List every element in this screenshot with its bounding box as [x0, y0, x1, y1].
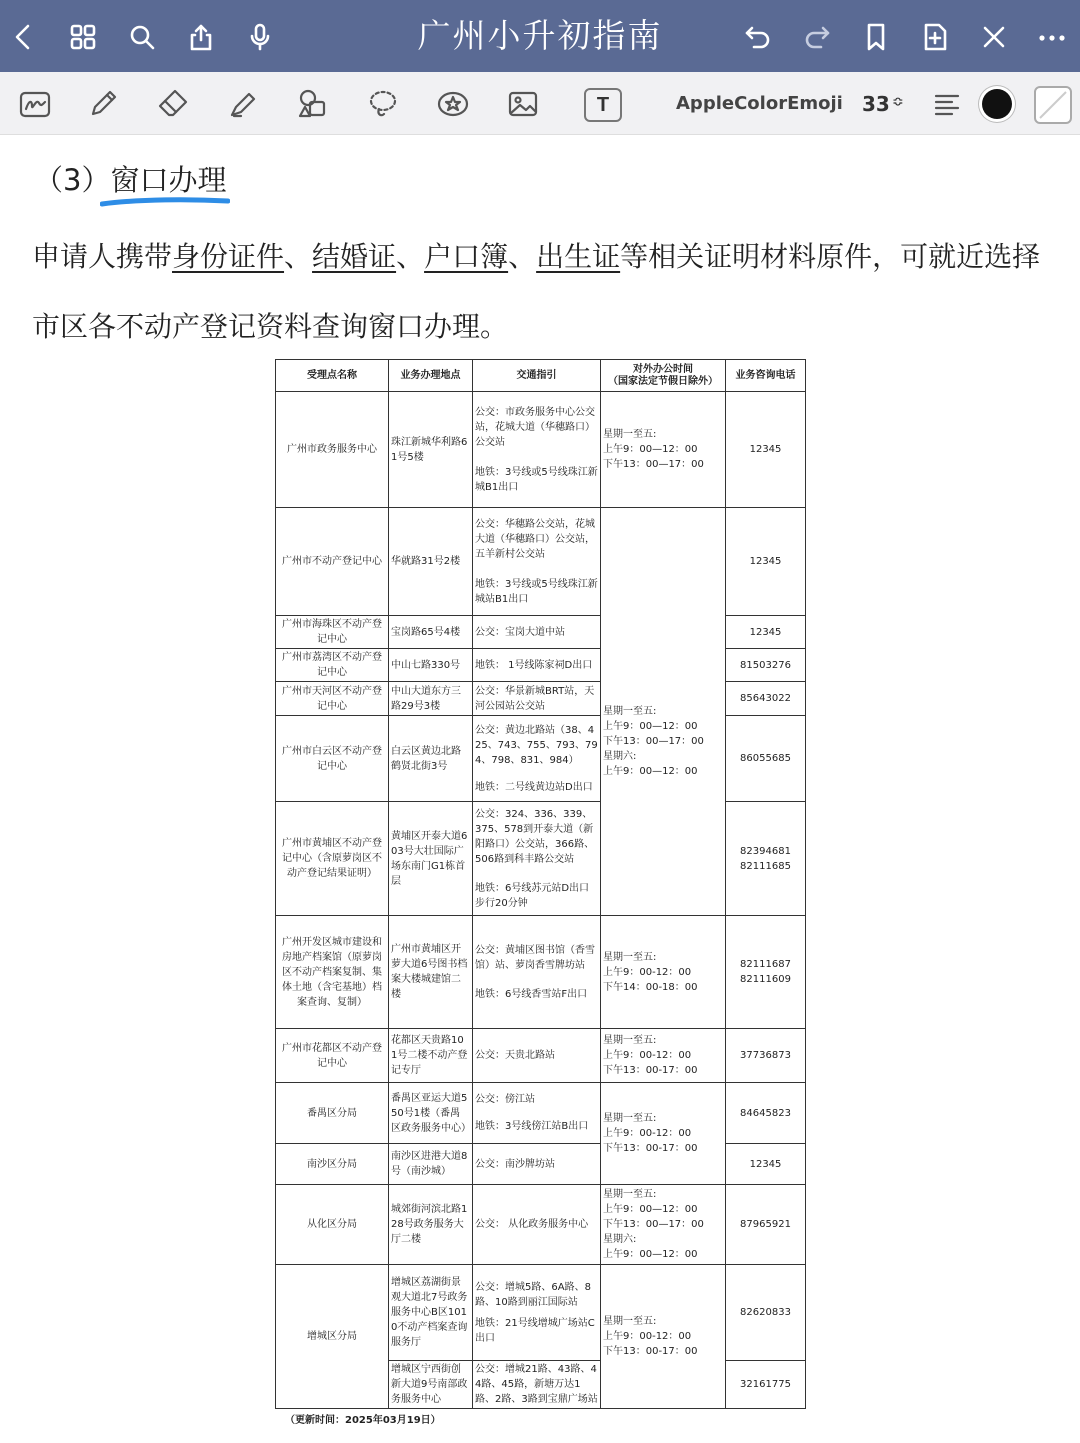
table-row [276, 508, 806, 616]
cell-hours [601, 916, 726, 1029]
hours-line: 星期一至五: [603, 951, 657, 963]
cell-address: 增城区宁西街创新大道9号南部政务服务中心 [389, 1361, 473, 1409]
traffic-bus: 公交：市政务服务中心公交站，花城大道（华穗路口）公交站 [475, 406, 595, 448]
cell-hours [601, 508, 726, 916]
hours-line: 星期六: [603, 751, 637, 762]
add-page-icon[interactable] [915, 17, 955, 57]
table-row [276, 1265, 806, 1361]
cell-address: 黄埔区开泰大道603号大壮国际广场东南门G1栋首层 [389, 802, 473, 916]
cell-address: 南沙区进港大道8号（南沙城） [389, 1144, 473, 1185]
hours-line: 星期一至五: [603, 1113, 657, 1124]
grid-icon[interactable] [63, 17, 103, 57]
traffic-metro: 地铁：3号线傍江站B出口 [475, 1121, 589, 1132]
hours-line: 星期一至五: [603, 1035, 657, 1046]
cell-phone: 81503276 [726, 649, 806, 682]
cell-traffic: 公交：增城21路、43路、44路、45路，新塘万达1路、2路、3路到宝鼎广场站 [473, 1361, 601, 1409]
table-updated-note: （更新时间：2025年03月19日） [285, 1415, 441, 1426]
cell-address: 华就路31号2楼 [389, 508, 473, 616]
cell-traffic: 公交：天贵北路站 [473, 1029, 601, 1083]
cell-traffic [473, 802, 601, 916]
cell-traffic [473, 392, 601, 508]
shapes-icon[interactable] [292, 83, 334, 125]
hours-line: 上午9：00-12：00 [603, 1128, 692, 1139]
cell-name: 南沙区分局 [276, 1144, 389, 1185]
table-row [276, 616, 806, 649]
table-row [276, 649, 806, 682]
header-hours [601, 360, 726, 392]
cell-name: 广州市黄埔区不动产登记中心（含原萝岗区不动产登记结果证明） [276, 802, 389, 916]
cell-traffic: 公交：南沙牌坊站 [473, 1144, 601, 1185]
phone-line: 82111687 [740, 959, 791, 970]
cell-traffic: 公交：华景新城BRT站，天河公园站公交站 [473, 682, 601, 716]
table-row [276, 392, 806, 508]
eraser-icon[interactable] [152, 83, 194, 125]
cell-name: 广州市花都区不动产登记中心 [276, 1029, 389, 1083]
hours-line: 上午9：00-12：00 [603, 966, 692, 978]
cell-phone: 32161775 [726, 1361, 806, 1409]
cell-address: 增城区荔湖街景观大道北7号政务服务中心B区1010不动产档案查询服务厅 [389, 1265, 473, 1361]
hours-line: 上午9：00—12：00 [603, 1204, 698, 1215]
top-navigation-bar [0, 0, 1080, 72]
traffic-bus: 公交：傍江站 [475, 1094, 535, 1105]
underlined-marriage-cert: 结婚证 [312, 240, 397, 273]
font-size-selector[interactable]: 33 [862, 92, 890, 116]
back-icon[interactable] [4, 17, 44, 57]
header-phone: 业务咨询电话 [726, 360, 806, 392]
cell-hours [601, 1083, 726, 1185]
traffic-metro: 地铁：21号线增城广场站C出口 [475, 1317, 595, 1344]
table-row [276, 802, 806, 916]
bookmark-icon[interactable] [856, 17, 896, 57]
traffic-bus: 公交：黄埔区图书馆（香雪馆）站、萝岗香雪牌坊站 [475, 944, 595, 971]
cell-address: 广州市黄埔区开萝大道6号图书档案大楼城建馆二楼 [389, 916, 473, 1029]
cell-name: 广州市荔湾区不动产登记中心 [276, 649, 389, 682]
text-tool-label: T [596, 93, 610, 116]
cell-name: 广州市白云区不动产登记中心 [276, 716, 389, 802]
cell-name: 增城区分局 [276, 1265, 389, 1409]
table-row [276, 1185, 806, 1265]
mic-icon[interactable] [240, 17, 280, 57]
cell-traffic [473, 508, 601, 616]
table-row [276, 1144, 806, 1185]
cell-hours [601, 1029, 726, 1083]
header-hours-l1: 对外办公时间 [633, 363, 693, 375]
hours-line: 上午9：00-12：00 [603, 1331, 692, 1342]
text-tool-icon[interactable] [584, 88, 622, 122]
header-address: 业务办理地点 [389, 360, 473, 392]
cell-phone: 12345 [726, 392, 806, 508]
traffic-metro: 地铁：3号线或5号线珠江新城B1出口 [475, 466, 598, 493]
cell-address: 城郊街河滨北路128号政务服务大厅二楼 [389, 1185, 473, 1265]
table-row [276, 1083, 806, 1144]
cell-phone [726, 916, 806, 1029]
traffic-metro: 地铁：3号线或5号线珠江新城站B1出口 [475, 578, 598, 605]
traffic-bus: 公交：黄边北路站（38、425、743、755、793、794、798、831、984） [475, 724, 598, 766]
cell-traffic: 地铁： 1号线陈家祠D出口 [473, 649, 601, 682]
cell-address: 珠江新城华利路61号5楼 [389, 392, 473, 508]
drawing-toolbar [0, 72, 1080, 135]
cell-name: 广州市海珠区不动产登记中心 [276, 616, 389, 649]
table-row [276, 716, 806, 802]
cell-hours [601, 1265, 726, 1409]
font-size-stepper-icon[interactable]: ≎ [892, 94, 904, 110]
table-row [276, 1029, 806, 1083]
cell-hours [601, 1185, 726, 1265]
cell-address: 番禺区亚运大道550号1楼（番禺区政务服务中心） [389, 1083, 473, 1144]
traffic-metro: 地铁：6号线香雪站F出口 [475, 988, 588, 1000]
para-text: 申请人携带 [32, 240, 173, 273]
table-header-row [276, 360, 806, 392]
font-name-selector[interactable]: AppleColorEmoji [676, 93, 843, 114]
sticker-icon[interactable] [432, 83, 474, 125]
hours-line: 上午9：00—12：00 [603, 444, 698, 455]
hours-line: 上午9：00—12：00 [603, 766, 698, 777]
phone-line: 82111609 [740, 974, 791, 985]
cell-phone: 12345 [726, 616, 806, 649]
hours-line: 星期一至五: [603, 1189, 657, 1200]
lasso-icon[interactable] [362, 83, 404, 125]
image-icon[interactable] [502, 83, 544, 125]
hours-line: 星期一至五: [603, 1316, 657, 1327]
search-icon[interactable] [122, 17, 162, 57]
header-hours-l2: （国家法定节假日除外） [608, 375, 718, 387]
hours-line: 下午13：00—17：00 [603, 459, 704, 470]
cell-name: 从化区分局 [276, 1185, 389, 1265]
cell-phone: 12345 [726, 508, 806, 616]
header-name: 受理点名称 [276, 360, 389, 392]
cell-name: 番禺区分局 [276, 1083, 389, 1144]
table-row [276, 682, 806, 716]
traffic-metro: 地铁：6号线苏元站D出口步行20分钟 [475, 882, 590, 909]
cell-phone [726, 802, 806, 916]
underlined-household-register: 户口簿 [424, 240, 509, 273]
para-text: 等相关证明材料原件，可就近选择市区各不动产登记资料查询窗口办理。 [32, 240, 1041, 343]
underlined-birth-cert: 出生证 [536, 240, 621, 273]
hours-line: 星期六: [603, 1234, 637, 1245]
cell-name: 广州市不动产登记中心 [276, 508, 389, 616]
cell-name: 广州开发区城市建设和房地产档案馆（原萝岗区不动产档案复制、集体土地（含宅基地）档案查询、复制） [276, 916, 389, 1029]
hours-line: 上午9：00—12：00 [603, 721, 698, 732]
cell-address: 花都区天贵路101号二楼不动产登记专厅 [389, 1029, 473, 1083]
hours-line: 上午9：00—12：00 [603, 1249, 698, 1260]
cell-name: 广州市天河区不动产登记中心 [276, 682, 389, 716]
cell-phone: 82620833 [726, 1265, 806, 1361]
hours-line: 下午14：00-18：00 [603, 981, 698, 993]
hours-line: 上午9：00-12：00 [603, 1050, 692, 1061]
traffic-metro: 地铁：二号线黄边站D出口 [475, 781, 593, 793]
office-table [275, 359, 806, 1409]
document-title: 广州小升初指南 [417, 16, 663, 55]
cell-address: 白云区黄边北路鹤贤北街3号 [389, 716, 473, 802]
redo-icon[interactable] [797, 17, 837, 57]
hours-line: 下午13：00-17：00 [603, 1065, 698, 1076]
slash-icon [1036, 88, 1070, 122]
cell-address: 中山七路330号 [389, 649, 473, 682]
hours-line: 下午13：00-17：00 [603, 1346, 698, 1357]
cell-phone: 84645823 [726, 1083, 806, 1144]
hours-line: 下午13：00—17：00 [603, 1219, 704, 1230]
cell-phone: 12345 [726, 1144, 806, 1185]
hours-line: 星期一至五: [603, 429, 657, 440]
share-icon[interactable] [181, 17, 221, 57]
section-heading: （3）窗口办理 [34, 163, 227, 197]
phone-line: 82111685 [740, 860, 791, 872]
para-sep: 、 [508, 240, 537, 273]
cell-traffic [473, 1083, 601, 1144]
hours-line: 下午13：00—17：00 [603, 736, 704, 747]
cell-address: 宝岗路65号4楼 [389, 616, 473, 649]
pen-icon[interactable] [82, 83, 124, 125]
table-row [276, 916, 806, 1029]
cell-traffic [473, 1265, 601, 1361]
cell-address: 中山大道东方三路29号3楼 [389, 682, 473, 716]
handwriting-icon[interactable] [14, 83, 56, 125]
cell-traffic [473, 916, 601, 1029]
cell-traffic [473, 716, 601, 802]
undo-icon[interactable] [738, 17, 778, 57]
heading-underline-stroke [100, 196, 230, 208]
para-sep: 、 [396, 240, 425, 273]
cell-hours [601, 392, 726, 508]
text-align-icon[interactable] [926, 84, 968, 126]
hours-line: 下午13：00-17：00 [603, 1143, 698, 1154]
more-icon[interactable] [1032, 17, 1072, 57]
header-traffic: 交通指引 [473, 360, 601, 392]
traffic-bus: 公交：324、336、339、375、578到开泰大道（新阳路口）公交站，366路、506路到科丰路公交站 [475, 808, 595, 865]
cell-name: 广州市政务服务中心 [276, 392, 389, 508]
highlighter-icon[interactable] [222, 83, 264, 125]
close-icon[interactable] [974, 17, 1014, 57]
instruction-paragraph [32, 222, 1052, 362]
cell-phone: 87965921 [726, 1185, 806, 1265]
para-sep: 、 [284, 240, 313, 273]
cell-phone: 37736873 [726, 1029, 806, 1083]
cell-traffic: 公交： 从化政务服务中心 [473, 1185, 601, 1265]
underlined-id-card: 身份证件 [172, 240, 285, 273]
cell-phone: 85643022 [726, 682, 806, 716]
background-swatch[interactable] [1034, 86, 1072, 124]
cell-traffic: 公交：宝岗大道中站 [473, 616, 601, 649]
traffic-bus: 公交：增城5路、6A路、8路、10路到丽江国际站 [475, 1281, 591, 1308]
hours-line: 星期一至五: [603, 706, 657, 717]
cell-phone: 86055685 [726, 716, 806, 802]
phone-line: 82394681 [740, 845, 791, 857]
color-picker-swatch[interactable] [982, 89, 1012, 119]
traffic-bus: 公交：华穗路公交站，花城大道（华穗路口）公交站，五羊新村公交站 [475, 518, 595, 560]
office-table-image [275, 359, 805, 1426]
